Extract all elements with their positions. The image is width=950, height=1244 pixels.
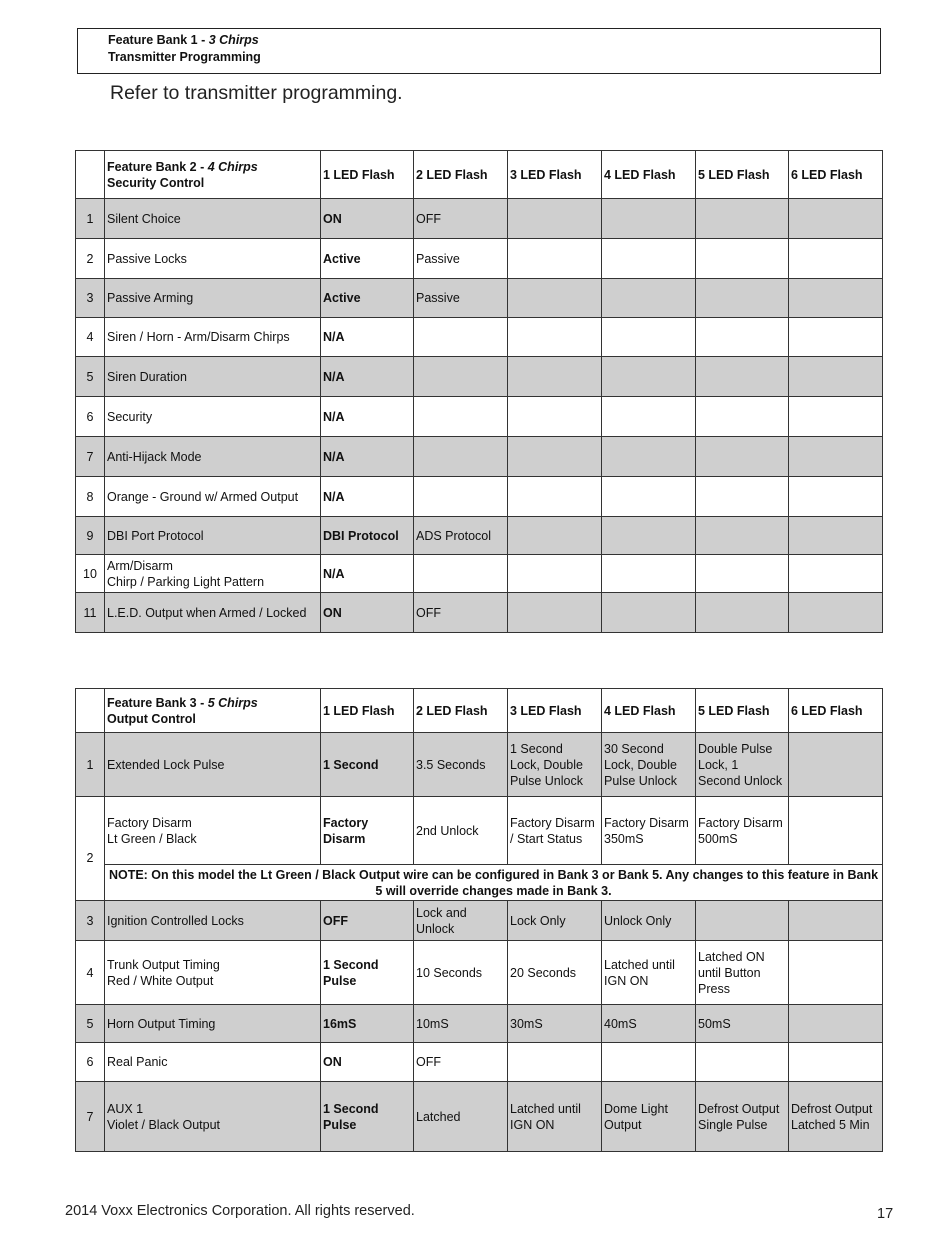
option-cell: Lock Only [508, 901, 602, 941]
option-cell [789, 239, 883, 279]
option-cell [602, 555, 696, 593]
option-cell: Unlock Only [602, 901, 696, 941]
row-number: 5 [76, 357, 105, 397]
row-number: 4 [76, 941, 105, 1005]
option-cell [696, 593, 789, 633]
option-cell: Passive [414, 279, 508, 318]
option-cell: Factory Disarm / Start Status [508, 797, 602, 865]
option-cell [789, 279, 883, 318]
option-cell: ON [321, 199, 414, 239]
option-cell [602, 397, 696, 437]
option-cell: N/A [321, 318, 414, 357]
table-row [76, 437, 883, 477]
option-cell [508, 318, 602, 357]
option-cell: 30mS [508, 1005, 602, 1043]
column-header: 2 LED Flash [414, 689, 508, 733]
option-cell [508, 239, 602, 279]
column-header: 3 LED Flash [508, 151, 602, 199]
table-row [76, 1005, 883, 1043]
option-cell: Defrost Output Single Pulse [696, 1082, 789, 1152]
bank3-header-row [76, 689, 883, 733]
option-cell: OFF [321, 901, 414, 941]
table-row [76, 941, 883, 1005]
option-cell [602, 239, 696, 279]
option-cell [696, 437, 789, 477]
option-cell [414, 357, 508, 397]
option-cell [602, 199, 696, 239]
option-cell: ON [321, 1043, 414, 1082]
feature-name: Extended Lock Pulse [105, 733, 321, 797]
option-cell [789, 733, 883, 797]
row-number: 10 [76, 555, 105, 593]
option-cell: N/A [321, 437, 414, 477]
option-cell: 50mS [696, 1005, 789, 1043]
option-cell: Lock and Unlock [414, 901, 508, 941]
bank3-title-chirps: 5 Chirps [207, 695, 258, 710]
row-number: 2 [76, 239, 105, 279]
option-cell [789, 477, 883, 517]
row-number: 2 [76, 797, 105, 901]
table-row [76, 517, 883, 555]
table-row [76, 593, 883, 633]
table-row [76, 318, 883, 357]
option-cell [789, 593, 883, 633]
option-cell: 16mS [321, 1005, 414, 1043]
feature-name: Security [105, 397, 321, 437]
option-cell [789, 1043, 883, 1082]
note-text: NOTE: On this model the Lt Green / Black Output wire can be configured in Bank 3 or Bank 5. Any changes to this feature in Bank 5 will override changes made in Bank 3. [105, 865, 883, 901]
column-header: 5 LED Flash [696, 151, 789, 199]
table-row [76, 797, 883, 865]
column-header: 5 LED Flash [696, 689, 789, 733]
option-cell [508, 477, 602, 517]
page-number: 17 [877, 1206, 894, 1222]
feature-name: Real Panic [105, 1043, 321, 1082]
option-cell: N/A [321, 555, 414, 593]
table-row [76, 239, 883, 279]
feature-name: Trunk Output Timing Red / White Output [105, 941, 321, 1005]
option-cell [414, 318, 508, 357]
option-cell [789, 517, 883, 555]
option-cell: Factory Disarm [321, 797, 414, 865]
option-cell: N/A [321, 477, 414, 517]
feature-name: Factory Disarm Lt Green / Black [105, 797, 321, 865]
feature-name: Arm/Disarm Chirp / Parking Light Pattern [105, 555, 321, 593]
note-row [76, 865, 883, 901]
bank2-subtitle: Security Control [107, 175, 205, 190]
option-cell: 10mS [414, 1005, 508, 1043]
row-number: 8 [76, 477, 105, 517]
option-cell: Latched until IGN ON [602, 941, 696, 1005]
option-cell [602, 279, 696, 318]
table-row [76, 1082, 883, 1152]
option-cell [508, 357, 602, 397]
option-cell [602, 593, 696, 633]
option-cell [414, 397, 508, 437]
row-number: 5 [76, 1005, 105, 1043]
feature-name: Orange - Ground w/ Armed Output [105, 477, 321, 517]
bank2-header-title [105, 151, 321, 199]
option-cell [602, 437, 696, 477]
option-cell: Defrost Output Latched 5 Min [789, 1082, 883, 1152]
column-header: 4 LED Flash [602, 689, 696, 733]
bank3-title-prefix: Feature Bank 3 - [107, 695, 208, 710]
bank1-subtitle: Transmitter Programming [108, 50, 261, 64]
bank3-table [75, 688, 883, 1152]
option-cell [696, 239, 789, 279]
option-cell: OFF [414, 199, 508, 239]
option-cell [508, 279, 602, 318]
option-cell [696, 517, 789, 555]
row-number: 11 [76, 593, 105, 633]
option-cell: 2nd Unlock [414, 797, 508, 865]
option-cell: 1 Second Lock, Double Pulse Unlock [508, 733, 602, 797]
option-cell: 10 Seconds [414, 941, 508, 1005]
option-cell: 20 Seconds [508, 941, 602, 1005]
option-cell [414, 477, 508, 517]
option-cell [602, 1043, 696, 1082]
option-cell: Latched ON until Button Press [696, 941, 789, 1005]
bank2-title-prefix: Feature Bank 2 - [107, 159, 208, 174]
bank2-table [75, 150, 883, 633]
option-cell [696, 477, 789, 517]
option-cell [789, 1005, 883, 1043]
feature-name: Passive Locks [105, 239, 321, 279]
option-cell: 1 Second Pulse [321, 1082, 414, 1152]
option-cell [696, 357, 789, 397]
option-cell [789, 941, 883, 1005]
column-header: 4 LED Flash [602, 151, 696, 199]
option-cell: Active [321, 239, 414, 279]
option-cell: N/A [321, 397, 414, 437]
option-cell [696, 279, 789, 318]
option-cell: ON [321, 593, 414, 633]
table-row [76, 1043, 883, 1082]
option-cell [508, 593, 602, 633]
option-cell: 1 Second Pulse [321, 941, 414, 1005]
option-cell [789, 357, 883, 397]
option-cell [414, 555, 508, 593]
option-cell [789, 555, 883, 593]
option-cell: Passive [414, 239, 508, 279]
table-row [76, 397, 883, 437]
option-cell: 30 Second Lock, Double Pulse Unlock [602, 733, 696, 797]
option-cell [602, 357, 696, 397]
column-header: 6 LED Flash [789, 151, 883, 199]
option-cell [696, 901, 789, 941]
table-row [76, 901, 883, 941]
option-cell [602, 477, 696, 517]
option-cell [508, 1043, 602, 1082]
option-cell: Dome Light Output [602, 1082, 696, 1152]
table-row [76, 279, 883, 318]
row-number: 7 [76, 437, 105, 477]
option-cell: Factory Disarm 500mS [696, 797, 789, 865]
column-header: 1 LED Flash [321, 151, 414, 199]
row-number: 3 [76, 279, 105, 318]
option-cell [508, 517, 602, 555]
refer-text: Refer to transmitter programming. [110, 82, 403, 104]
option-cell [696, 555, 789, 593]
feature-name: Horn Output Timing [105, 1005, 321, 1043]
row-number: 3 [76, 901, 105, 941]
row-number: 9 [76, 517, 105, 555]
option-cell: N/A [321, 357, 414, 397]
option-cell: Latched until IGN ON [508, 1082, 602, 1152]
option-cell: Latched [414, 1082, 508, 1152]
option-cell [696, 199, 789, 239]
option-cell [789, 199, 883, 239]
option-cell: 3.5 Seconds [414, 733, 508, 797]
option-cell [414, 437, 508, 477]
row-number: 4 [76, 318, 105, 357]
option-cell: OFF [414, 593, 508, 633]
bank1-title: Feature Bank 1 - 3 Chirps [108, 33, 259, 47]
option-cell [602, 517, 696, 555]
feature-name: AUX 1 Violet / Black Output [105, 1082, 321, 1152]
option-cell [696, 318, 789, 357]
option-cell [789, 797, 883, 865]
option-cell: Active [321, 279, 414, 318]
table-row [76, 555, 883, 593]
option-cell: OFF [414, 1043, 508, 1082]
bank3-header-title [105, 689, 321, 733]
option-cell: 1 Second [321, 733, 414, 797]
bank2-title-chirps: 4 Chirps [207, 159, 258, 174]
bank3-subtitle: Output Control [107, 711, 196, 726]
table-row [76, 199, 883, 239]
column-header: 6 LED Flash [789, 689, 883, 733]
feature-name: L.E.D. Output when Armed / Locked [105, 593, 321, 633]
option-cell [789, 437, 883, 477]
option-cell [789, 318, 883, 357]
row-number: 6 [76, 397, 105, 437]
option-cell: Factory Disarm 350mS [602, 797, 696, 865]
bank2-header-row [76, 151, 883, 199]
table-row [76, 733, 883, 797]
option-cell: 40mS [602, 1005, 696, 1043]
option-cell [508, 199, 602, 239]
feature-name: Passive Arming [105, 279, 321, 318]
header-corner [76, 151, 105, 199]
table-row [76, 357, 883, 397]
row-number: 6 [76, 1043, 105, 1082]
option-cell [789, 901, 883, 941]
column-header: 1 LED Flash [321, 689, 414, 733]
option-cell [789, 397, 883, 437]
feature-name: Siren Duration [105, 357, 321, 397]
feature-name: DBI Port Protocol [105, 517, 321, 555]
column-header: 2 LED Flash [414, 151, 508, 199]
option-cell [696, 1043, 789, 1082]
option-cell: Double Pulse Lock, 1 Second Unlock [696, 733, 789, 797]
header-corner [76, 689, 105, 733]
footer-copyright: 2014 Voxx Electronics Corporation. All rights reserved. [65, 1203, 415, 1219]
column-header: 3 LED Flash [508, 689, 602, 733]
option-cell [602, 318, 696, 357]
option-cell: DBI Protocol [321, 517, 414, 555]
option-cell [508, 397, 602, 437]
feature-name: Siren / Horn - Arm/Disarm Chirps [105, 318, 321, 357]
row-number: 1 [76, 199, 105, 239]
feature-name: Silent Choice [105, 199, 321, 239]
row-number: 1 [76, 733, 105, 797]
option-cell [508, 437, 602, 477]
table-row [76, 477, 883, 517]
row-number: 7 [76, 1082, 105, 1152]
feature-name: Ignition Controlled Locks [105, 901, 321, 941]
option-cell [508, 555, 602, 593]
feature-name: Anti-Hijack Mode [105, 437, 321, 477]
bank1-box [77, 28, 881, 74]
option-cell [696, 397, 789, 437]
option-cell: ADS Protocol [414, 517, 508, 555]
